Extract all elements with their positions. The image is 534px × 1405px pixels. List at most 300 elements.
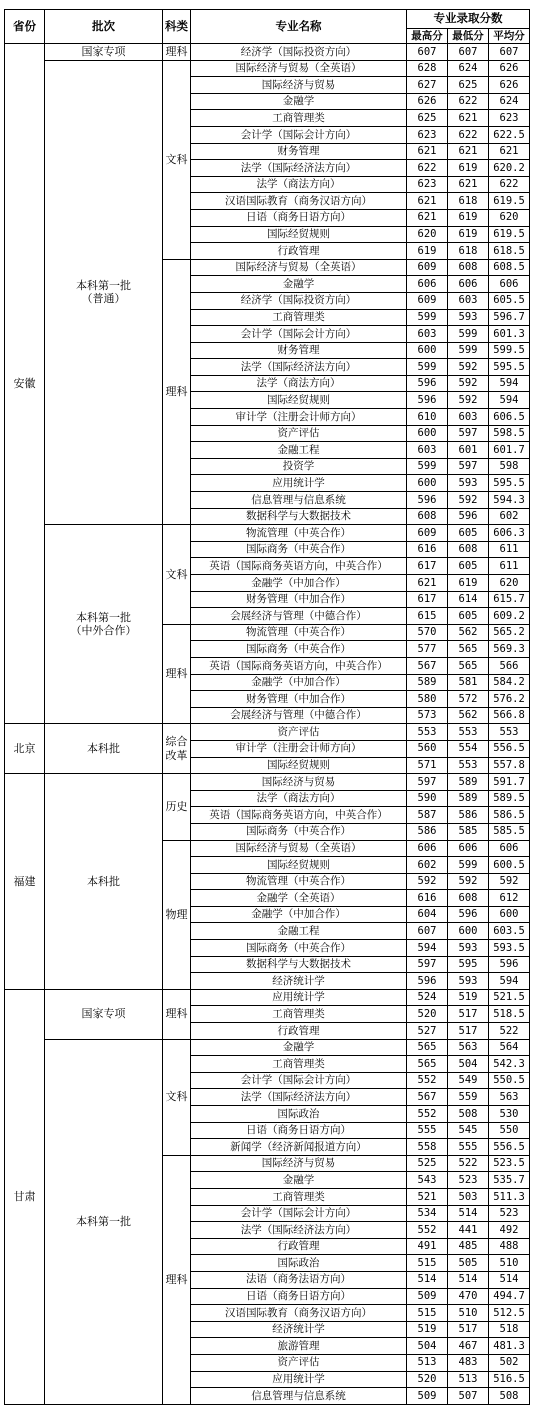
avg-score-cell: 595.5	[489, 475, 530, 492]
avg-score-cell: 481.3	[489, 1338, 530, 1355]
min-score-cell: 597	[448, 425, 489, 442]
major-cell: 国际经济与贸易（全英语）	[191, 259, 407, 276]
avg-score-cell: 535.7	[489, 1172, 530, 1189]
max-score-cell: 608	[407, 508, 448, 525]
major-cell: 工商管理类	[191, 1006, 407, 1023]
major-cell: 经济统计学	[191, 1321, 407, 1338]
table-body	[5, 44, 530, 1405]
major-cell: 财务管理	[191, 342, 407, 359]
max-score-cell: 589	[407, 674, 448, 691]
avg-score-cell: 621	[489, 143, 530, 160]
category-cell: 文科	[163, 60, 191, 259]
avg-score-cell: 622	[489, 176, 530, 193]
major-cell: 物流管理（中英合作）	[191, 624, 407, 641]
max-score-cell: 519	[407, 1321, 448, 1338]
min-score-cell: 513	[448, 1371, 489, 1388]
max-score-cell: 580	[407, 691, 448, 708]
category-cell: 文科	[163, 525, 191, 625]
avg-score-cell: 594	[489, 973, 530, 990]
avg-score-cell: 611	[489, 541, 530, 558]
avg-score-cell: 586.5	[489, 807, 530, 824]
major-cell: 金融学	[191, 276, 407, 293]
min-score-cell: 565	[448, 657, 489, 674]
header-score-group: 专业录取分数	[407, 10, 530, 29]
major-cell: 行政管理	[191, 243, 407, 260]
avg-score-cell: 512.5	[489, 1305, 530, 1322]
max-score-cell: 609	[407, 259, 448, 276]
batch-cell: 本科批	[45, 774, 163, 990]
major-cell: 国际经贸规则	[191, 757, 407, 774]
min-score-cell: 505	[448, 1255, 489, 1272]
avg-score-cell: 612	[489, 890, 530, 907]
max-score-cell: 558	[407, 1139, 448, 1156]
max-score-cell: 627	[407, 77, 448, 94]
min-score-cell: 597	[448, 458, 489, 475]
min-score-cell: 599	[448, 857, 489, 874]
min-score-cell: 585	[448, 823, 489, 840]
max-score-cell: 587	[407, 807, 448, 824]
min-score-cell: 508	[448, 1106, 489, 1123]
avg-score-cell: 518	[489, 1321, 530, 1338]
table-row	[5, 724, 530, 741]
major-cell: 法学（国际经济法方向）	[191, 160, 407, 177]
major-cell: 国际经济与贸易（全英语）	[191, 60, 407, 77]
max-score-cell: 597	[407, 774, 448, 791]
max-score-cell: 620	[407, 226, 448, 243]
min-score-cell: 589	[448, 774, 489, 791]
max-score-cell: 599	[407, 359, 448, 376]
max-score-cell: 491	[407, 1238, 448, 1255]
batch-cell: 本科第一批 （普通）	[45, 60, 163, 525]
category-cell: 文科	[163, 1039, 191, 1155]
major-cell: 英语（国际商务英语方向，中英合作）	[191, 657, 407, 674]
avg-score-cell: 556.5	[489, 1139, 530, 1156]
major-cell: 信息管理与信息系统	[191, 1388, 407, 1405]
min-score-cell: 507	[448, 1388, 489, 1405]
province-cell: 甘肃	[5, 989, 45, 1404]
min-score-cell: 619	[448, 209, 489, 226]
min-score-cell: 593	[448, 309, 489, 326]
batch-cell: 本科第一批	[45, 1039, 163, 1404]
avg-score-cell: 624	[489, 93, 530, 110]
avg-score-cell: 596	[489, 956, 530, 973]
min-score-cell: 523	[448, 1172, 489, 1189]
min-score-cell: 619	[448, 226, 489, 243]
avg-score-cell: 600.5	[489, 857, 530, 874]
max-score-cell: 520	[407, 1006, 448, 1023]
min-score-cell: 589	[448, 790, 489, 807]
max-score-cell: 552	[407, 1222, 448, 1239]
avg-score-cell: 598	[489, 458, 530, 475]
category-cell: 理科	[163, 1155, 191, 1404]
avg-score-cell: 564	[489, 1039, 530, 1056]
max-score-cell: 552	[407, 1106, 448, 1123]
major-cell: 资产评估	[191, 425, 407, 442]
min-score-cell: 504	[448, 1056, 489, 1073]
min-score-cell: 606	[448, 276, 489, 293]
max-score-cell: 504	[407, 1338, 448, 1355]
min-score-cell: 605	[448, 525, 489, 542]
avg-score-cell: 508	[489, 1388, 530, 1405]
max-score-cell: 599	[407, 458, 448, 475]
min-score-cell: 621	[448, 143, 489, 160]
min-score-cell: 553	[448, 724, 489, 741]
table-row	[5, 1039, 530, 1056]
min-score-cell: 622	[448, 126, 489, 143]
avg-score-cell: 599.5	[489, 342, 530, 359]
major-cell: 会展经济与管理（中德合作）	[191, 608, 407, 625]
max-score-cell: 596	[407, 973, 448, 990]
major-cell: 工商管理类	[191, 110, 407, 127]
max-score-cell: 600	[407, 475, 448, 492]
max-score-cell: 560	[407, 740, 448, 757]
avg-score-cell: 596.7	[489, 309, 530, 326]
min-score-cell: 625	[448, 77, 489, 94]
major-cell: 资产评估	[191, 1354, 407, 1371]
avg-score-cell: 615.7	[489, 591, 530, 608]
major-cell: 汉语国际教育（商务汉语方向）	[191, 193, 407, 210]
max-score-cell: 565	[407, 1039, 448, 1056]
avg-score-cell: 609.2	[489, 608, 530, 625]
avg-score-cell: 514	[489, 1271, 530, 1288]
max-score-cell: 617	[407, 558, 448, 575]
avg-score-cell: 619.5	[489, 226, 530, 243]
avg-score-cell: 553	[489, 724, 530, 741]
avg-score-cell: 620	[489, 209, 530, 226]
major-cell: 物流管理（中英合作）	[191, 873, 407, 890]
major-cell: 国际经贸规则	[191, 857, 407, 874]
major-cell: 金融学	[191, 93, 407, 110]
batch-cell: 国家专项	[45, 989, 163, 1039]
major-cell: 行政管理	[191, 1023, 407, 1040]
min-score-cell: 603	[448, 409, 489, 426]
avg-score-cell: 605.5	[489, 292, 530, 309]
category-cell: 综合 改革	[163, 724, 191, 774]
min-score-cell: 592	[448, 492, 489, 509]
avg-score-cell: 550	[489, 1122, 530, 1139]
max-score-cell: 621	[407, 575, 448, 592]
min-score-cell: 596	[448, 508, 489, 525]
max-score-cell: 625	[407, 110, 448, 127]
major-cell: 金融学	[191, 1172, 407, 1189]
avg-score-cell: 557.8	[489, 757, 530, 774]
header-batch: 批次	[45, 10, 163, 44]
min-score-cell: 514	[448, 1205, 489, 1222]
avg-score-cell: 601.7	[489, 442, 530, 459]
avg-score-cell: 592	[489, 873, 530, 890]
min-score-cell: 559	[448, 1089, 489, 1106]
major-cell: 会计学（国际会计方向）	[191, 1205, 407, 1222]
max-score-cell: 513	[407, 1354, 448, 1371]
max-score-cell: 573	[407, 707, 448, 724]
max-score-cell: 567	[407, 657, 448, 674]
avg-score-cell: 601.3	[489, 326, 530, 343]
max-score-cell: 607	[407, 44, 448, 61]
max-score-cell: 623	[407, 176, 448, 193]
major-cell: 信息管理与信息系统	[191, 492, 407, 509]
major-cell: 金融学	[191, 1039, 407, 1056]
max-score-cell: 597	[407, 956, 448, 973]
major-cell: 法学（商法方向）	[191, 790, 407, 807]
max-score-cell: 534	[407, 1205, 448, 1222]
max-score-cell: 617	[407, 591, 448, 608]
min-score-cell: 485	[448, 1238, 489, 1255]
min-score-cell: 593	[448, 940, 489, 957]
max-score-cell: 590	[407, 790, 448, 807]
major-cell: 法学（国际经济法方向）	[191, 359, 407, 376]
avg-score-cell: 569.3	[489, 641, 530, 658]
avg-score-cell: 518.5	[489, 1006, 530, 1023]
major-cell: 投资学	[191, 458, 407, 475]
min-score-cell: 595	[448, 956, 489, 973]
major-cell: 国际商务（中英合作）	[191, 541, 407, 558]
major-cell: 旅游管理	[191, 1338, 407, 1355]
major-cell: 会计学（国际会计方向）	[191, 1072, 407, 1089]
header-max-score: 最高分	[407, 29, 448, 44]
major-cell: 国际经济与贸易	[191, 77, 407, 94]
min-score-cell: 545	[448, 1122, 489, 1139]
min-score-cell: 562	[448, 624, 489, 641]
avg-score-cell: 595.5	[489, 359, 530, 376]
max-score-cell: 515	[407, 1255, 448, 1272]
major-cell: 国际商务（中英合作）	[191, 940, 407, 957]
max-score-cell: 610	[407, 409, 448, 426]
max-score-cell: 600	[407, 342, 448, 359]
category-cell: 理科	[163, 624, 191, 724]
avg-score-cell: 556.5	[489, 740, 530, 757]
max-score-cell: 592	[407, 873, 448, 890]
max-score-cell: 525	[407, 1155, 448, 1172]
avg-score-cell: 523.5	[489, 1155, 530, 1172]
min-score-cell: 581	[448, 674, 489, 691]
max-score-cell: 553	[407, 724, 448, 741]
max-score-cell: 615	[407, 608, 448, 625]
min-score-cell: 517	[448, 1321, 489, 1338]
min-score-cell: 586	[448, 807, 489, 824]
major-cell: 日语（商务日语方向）	[191, 1122, 407, 1139]
max-score-cell: 567	[407, 1089, 448, 1106]
min-score-cell: 622	[448, 93, 489, 110]
avg-score-cell: 594.3	[489, 492, 530, 509]
major-cell: 国际商务（中英合作）	[191, 823, 407, 840]
major-cell: 会计学（国际会计方向）	[191, 326, 407, 343]
table-row	[5, 60, 530, 77]
avg-score-cell: 618.5	[489, 243, 530, 260]
major-cell: 国际经济与贸易（全英语）	[191, 840, 407, 857]
avg-score-cell: 606	[489, 276, 530, 293]
major-cell: 国际政治	[191, 1255, 407, 1272]
major-cell: 金融学（中加合作）	[191, 906, 407, 923]
min-score-cell: 608	[448, 259, 489, 276]
major-cell: 金融学（中加合作）	[191, 674, 407, 691]
avg-score-cell: 521.5	[489, 989, 530, 1006]
min-score-cell: 467	[448, 1338, 489, 1355]
max-score-cell: 626	[407, 93, 448, 110]
avg-score-cell: 591.7	[489, 774, 530, 791]
avg-score-cell: 602	[489, 508, 530, 525]
major-cell: 英语（国际商务英语方向，中英合作）	[191, 558, 407, 575]
avg-score-cell: 606	[489, 840, 530, 857]
min-score-cell: 593	[448, 475, 489, 492]
category-cell: 理科	[163, 44, 191, 61]
max-score-cell: 606	[407, 840, 448, 857]
major-cell: 工商管理类	[191, 1056, 407, 1073]
max-score-cell: 527	[407, 1023, 448, 1040]
avg-score-cell: 584.2	[489, 674, 530, 691]
max-score-cell: 514	[407, 1271, 448, 1288]
min-score-cell: 599	[448, 326, 489, 343]
min-score-cell: 606	[448, 840, 489, 857]
batch-cell: 国家专项	[45, 44, 163, 61]
major-cell: 汉语国际教育（商务汉语方向）	[191, 1305, 407, 1322]
major-cell: 法学（国际经济法方向）	[191, 1222, 407, 1239]
major-cell: 法学（商法方向）	[191, 176, 407, 193]
major-cell: 财务管理（中加合作）	[191, 591, 407, 608]
avg-score-cell: 550.5	[489, 1072, 530, 1089]
category-cell: 理科	[163, 259, 191, 525]
avg-score-cell: 606.3	[489, 525, 530, 542]
max-score-cell: 565	[407, 1056, 448, 1073]
major-cell: 数据科学与大数据技术	[191, 956, 407, 973]
avg-score-cell: 494.7	[489, 1288, 530, 1305]
min-score-cell: 624	[448, 60, 489, 77]
max-score-cell: 607	[407, 923, 448, 940]
category-cell: 物理	[163, 840, 191, 989]
avg-score-cell: 608.5	[489, 259, 530, 276]
min-score-cell: 621	[448, 176, 489, 193]
major-cell: 国际商务（中英合作）	[191, 641, 407, 658]
avg-score-cell: 619.5	[489, 193, 530, 210]
table-row	[5, 989, 530, 1006]
max-score-cell: 603	[407, 326, 448, 343]
min-score-cell: 514	[448, 1271, 489, 1288]
major-cell: 应用统计学	[191, 989, 407, 1006]
min-score-cell: 572	[448, 691, 489, 708]
max-score-cell: 594	[407, 940, 448, 957]
max-score-cell: 509	[407, 1288, 448, 1305]
major-cell: 国际经济与贸易	[191, 1155, 407, 1172]
avg-score-cell: 510	[489, 1255, 530, 1272]
max-score-cell: 586	[407, 823, 448, 840]
major-cell: 国际经贸规则	[191, 226, 407, 243]
avg-score-cell: 626	[489, 77, 530, 94]
major-cell: 经济学（国际投资方向）	[191, 292, 407, 309]
header-category: 科类	[163, 10, 191, 44]
min-score-cell: 592	[448, 359, 489, 376]
min-score-cell: 483	[448, 1354, 489, 1371]
min-score-cell: 510	[448, 1305, 489, 1322]
max-score-cell: 571	[407, 757, 448, 774]
avg-score-cell: 522	[489, 1023, 530, 1040]
major-cell: 日语（商务日语方向）	[191, 1288, 407, 1305]
avg-score-cell: 565.2	[489, 624, 530, 641]
max-score-cell: 616	[407, 890, 448, 907]
min-score-cell: 605	[448, 608, 489, 625]
min-score-cell: 592	[448, 375, 489, 392]
avg-score-cell: 598.5	[489, 425, 530, 442]
table-row	[5, 774, 530, 791]
max-score-cell: 609	[407, 292, 448, 309]
major-cell: 应用统计学	[191, 1371, 407, 1388]
major-cell: 经济统计学	[191, 973, 407, 990]
header-major: 专业名称	[191, 10, 407, 44]
max-score-cell: 599	[407, 309, 448, 326]
avg-score-cell: 523	[489, 1205, 530, 1222]
avg-score-cell: 566.8	[489, 707, 530, 724]
major-cell: 金融工程	[191, 923, 407, 940]
major-cell: 英语（国际商务英语方向，中英合作）	[191, 807, 407, 824]
avg-score-cell: 623	[489, 110, 530, 127]
avg-score-cell: 530	[489, 1106, 530, 1123]
avg-score-cell: 606.5	[489, 409, 530, 426]
avg-score-cell: 492	[489, 1222, 530, 1239]
avg-score-cell: 542.3	[489, 1056, 530, 1073]
min-score-cell: 441	[448, 1222, 489, 1239]
avg-score-cell: 566	[489, 657, 530, 674]
min-score-cell: 562	[448, 707, 489, 724]
min-score-cell: 592	[448, 392, 489, 409]
batch-cell: 本科批	[45, 724, 163, 774]
major-cell: 法学（商法方向）	[191, 375, 407, 392]
major-cell: 国际经贸规则	[191, 392, 407, 409]
major-cell: 审计学（注册会计师方向）	[191, 740, 407, 757]
min-score-cell: 596	[448, 906, 489, 923]
major-cell: 国际政治	[191, 1106, 407, 1123]
min-score-cell: 603	[448, 292, 489, 309]
min-score-cell: 601	[448, 442, 489, 459]
min-score-cell: 593	[448, 973, 489, 990]
avg-score-cell: 511.3	[489, 1188, 530, 1205]
header-avg-score: 平均分	[489, 29, 530, 44]
max-score-cell: 577	[407, 641, 448, 658]
major-cell: 财务管理	[191, 143, 407, 160]
avg-score-cell: 600	[489, 906, 530, 923]
max-score-cell: 596	[407, 492, 448, 509]
max-score-cell: 616	[407, 541, 448, 558]
major-cell: 日语（商务日语方向）	[191, 209, 407, 226]
max-score-cell: 609	[407, 525, 448, 542]
avg-score-cell: 611	[489, 558, 530, 575]
max-score-cell: 515	[407, 1305, 448, 1322]
min-score-cell: 621	[448, 110, 489, 127]
max-score-cell: 509	[407, 1388, 448, 1405]
major-cell: 审计学（注册会计师方向）	[191, 409, 407, 426]
avg-score-cell: 589.5	[489, 790, 530, 807]
max-score-cell: 606	[407, 276, 448, 293]
major-cell: 金融学（中加合作）	[191, 575, 407, 592]
min-score-cell: 555	[448, 1139, 489, 1156]
min-score-cell: 517	[448, 1023, 489, 1040]
major-cell: 数据科学与大数据技术	[191, 508, 407, 525]
category-cell: 理科	[163, 989, 191, 1039]
major-cell: 物流管理（中英合作）	[191, 525, 407, 542]
province-cell: 福建	[5, 774, 45, 990]
min-score-cell: 607	[448, 44, 489, 61]
avg-score-cell: 620.2	[489, 160, 530, 177]
header-min-score: 最低分	[448, 29, 489, 44]
max-score-cell: 623	[407, 126, 448, 143]
category-cell: 历史	[163, 774, 191, 840]
major-cell: 会计学（国际会计方向）	[191, 126, 407, 143]
avg-score-cell: 626	[489, 60, 530, 77]
max-score-cell: 521	[407, 1188, 448, 1205]
max-score-cell: 524	[407, 989, 448, 1006]
avg-score-cell: 594	[489, 392, 530, 409]
avg-score-cell: 585.5	[489, 823, 530, 840]
max-score-cell: 543	[407, 1172, 448, 1189]
avg-score-cell: 607	[489, 44, 530, 61]
min-score-cell: 565	[448, 641, 489, 658]
